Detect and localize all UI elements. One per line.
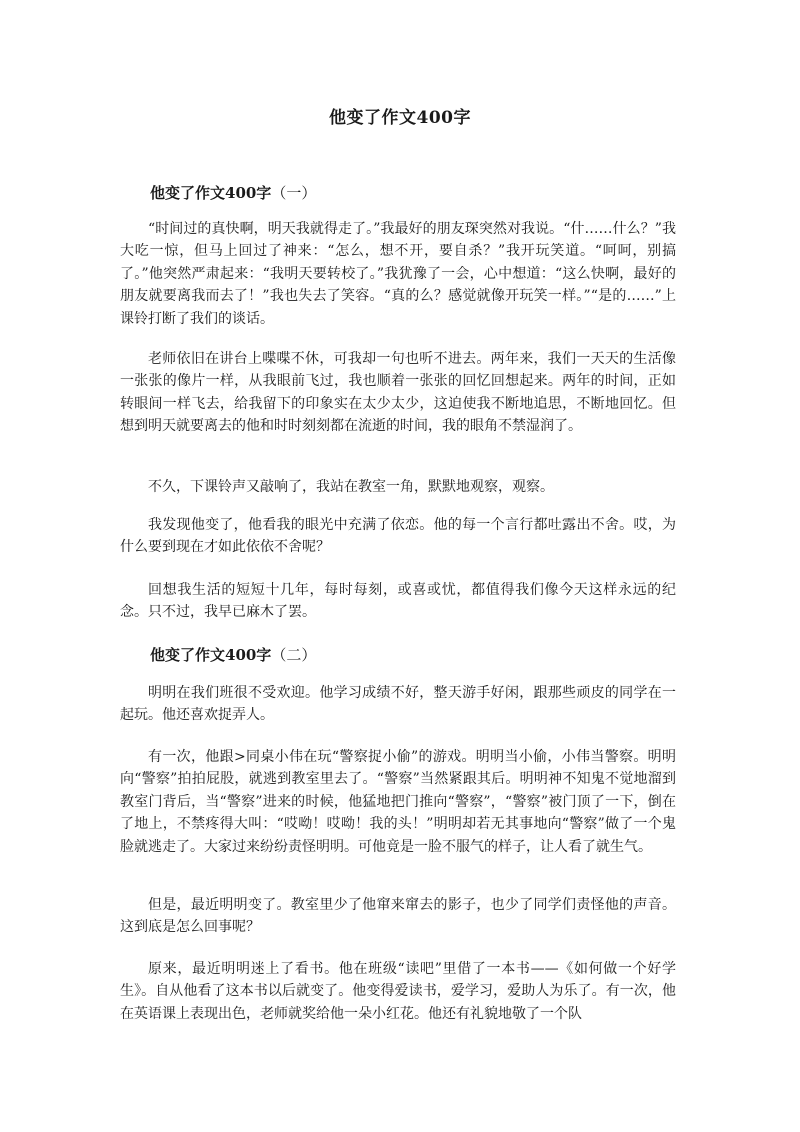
- section-heading-text: 他变了作文400字: [150, 184, 272, 202]
- paragraph: “时间过的真快啊，明天我就得走了。”我最好的朋友琛突然对我说。“什……什么？”我大吃一惊，但马上回过了神来：“怎么，想不开，要自杀？”我开玩笑道。“呵呵，别搞了。”他突然严肃起来：“我明天要转校了。”我犹豫了一会，心中想道：“这么快啊，最好的朋友就要离我而去了！”我也失去了笑容。“真的么？感觉就像开玩笑一样。”“是的……”上课铃打断了我们的谈话。: [120, 221, 676, 327]
- section-heading-number: （二）: [271, 646, 317, 664]
- paragraph: 老师依旧在讲台上喋喋不休，可我却一句也听不进去。两年来，我们一天天的生活像一张张的像片一样，从我眼前飞过，我也顺着一张张的回忆回想起来。两年的时间，正如转眼间一样飞去，给我留下的印象实在太少太少，这迫使我不断地追思，不断地回忆。但想到明天就要离去的他和时时刻刻都在流逝的时间，我的眼角不禁湿润了。: [120, 351, 676, 435]
- document-title: 他变了作文400字: [329, 108, 471, 128]
- paragraph: 有一次，他跟>同桌小伟在玩“警察捉小偷”的游戏。明明当小偷，小伟当警察。明明向“警察”拍拍屁股，就逃到教室里去了。“警察”当然紧跟其后。明明神不知鬼不觉地溜到教室门背后，当“警察”进来的时候，他猛地把门推向“警察”，“警察”被门顶了一下，倒在了地上，不禁疼得大叫：“哎呦！哎呦！我的头！”明明却若无其事地向“警察”做了一个鬼脸就逃走了。大家过来纷纷责怪明明。可他竟是一脸不服气的样子，让人看了就生气。: [120, 749, 676, 855]
- paragraph: 我发现他变了，他看我的眼光中充满了依恋。他的每一个言行都吐露出不舍。哎，为什么要到现在才如此依依不舍呢？: [120, 517, 676, 556]
- paragraph: 但是，最近明明变了。教室里少了他窜来窜去的影子，也少了同学们责怪他的声音。这到底是怎么回事呢？: [120, 897, 676, 936]
- section-heading-2: [150, 644, 316, 665]
- paragraph: 不久，下课铃声又敲响了，我站在教室一角，默默地观察，观察。: [148, 479, 554, 495]
- section-heading-number: （一）: [271, 184, 317, 202]
- paragraph: 原来，最近明明迷上了看书。他在班级“读吧”里借了一本书——《如何做一个好学生》。自从他看了这本书以后就变了。他变得爱读书，爱学习，爱助人为乐了。有一次，他在英语课上表现出色，老师就奖给他一朵小红花。他还有礼貌地敬了一个队: [120, 961, 676, 1022]
- paragraph: 明明在我们班很不受欢迎。他学习成绩不好，整天游手好闲，跟那些顽皮的同学在一起玩。他还喜欢捉弄人。: [120, 685, 676, 724]
- section-heading-text: 他变了作文400字: [150, 646, 272, 664]
- paragraph: 回想我生活的短短十几年，每时每刻，或喜或忧，都值得我们像今天这样永远的纪念。只不过，我早已麻木了罢。: [120, 582, 676, 621]
- section-heading-1: [150, 182, 316, 203]
